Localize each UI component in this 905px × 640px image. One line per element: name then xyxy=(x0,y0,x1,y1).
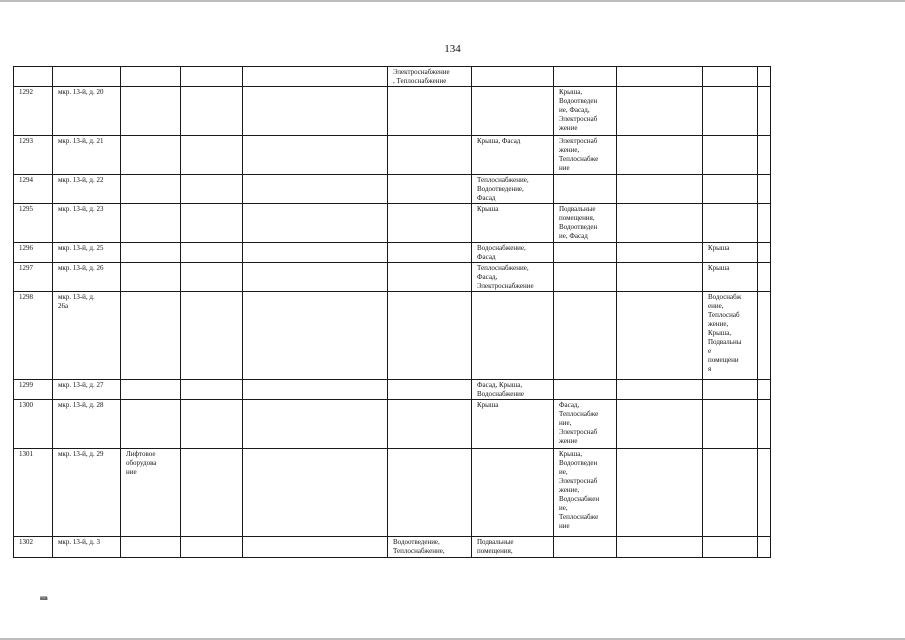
address-cell: мкр. 13-й, д. 29 xyxy=(53,449,121,537)
row-number-cell: 1299 xyxy=(14,380,53,400)
table-cell: Крыша xyxy=(472,400,554,449)
table-cell xyxy=(181,87,243,136)
table-row xyxy=(14,263,771,292)
table-cell: Крыша xyxy=(703,243,758,263)
table-cell xyxy=(181,175,243,204)
table-cell xyxy=(388,449,472,537)
row-number-cell: 1296 xyxy=(14,243,53,263)
table-cell xyxy=(554,175,617,204)
table-cell xyxy=(243,243,388,263)
table-cell xyxy=(703,380,758,400)
table-cell xyxy=(121,204,181,243)
table-row xyxy=(14,449,771,537)
address-cell: мкр. 13-й, д. 28 xyxy=(53,400,121,449)
table-cell xyxy=(181,204,243,243)
table-cell xyxy=(617,204,703,243)
table-cell xyxy=(617,67,703,87)
table-cell xyxy=(758,400,771,449)
table-cell: Крыша, Водоотведен ие, Фасад, Электроснаб жение xyxy=(554,87,617,136)
table-cell xyxy=(388,380,472,400)
row-number-cell: 1294 xyxy=(14,175,53,204)
footer-mark: нв xyxy=(40,594,48,602)
table-cell xyxy=(617,380,703,400)
table-cell xyxy=(472,449,554,537)
address-cell: мкр. 13-й, д. 20 xyxy=(53,87,121,136)
table-cell xyxy=(388,136,472,175)
address-cell: мкр. 13-й, д. 26 xyxy=(53,263,121,292)
table-cell xyxy=(243,136,388,175)
table-cell xyxy=(121,292,181,380)
table-cell xyxy=(703,67,758,87)
table-cell: Крыша xyxy=(472,204,554,243)
table-cell xyxy=(388,400,472,449)
table-cell xyxy=(181,400,243,449)
table-cell xyxy=(388,87,472,136)
table-row xyxy=(14,400,771,449)
table-cell xyxy=(121,243,181,263)
table-cell xyxy=(758,537,771,558)
table-cell: Электроснаб жение, Теплоснабже ние xyxy=(554,136,617,175)
table-cell xyxy=(617,400,703,449)
table-cell xyxy=(617,136,703,175)
table-cell xyxy=(703,136,758,175)
table-cell: Водоснабжение, Фасад xyxy=(472,243,554,263)
table-cell xyxy=(758,449,771,537)
table-cell: Лифтовое оборудова ние xyxy=(121,449,181,537)
row-number-cell: 1302 xyxy=(14,537,53,558)
table-cell: Крыша, Фасад xyxy=(472,136,554,175)
table-cell xyxy=(121,136,181,175)
row-number-cell xyxy=(14,67,53,87)
table-cell xyxy=(617,243,703,263)
table-cell xyxy=(617,263,703,292)
table-cell: Водоснабж ение, Теплоснаб жение, Крыша, Подвальны е помещени я xyxy=(703,292,758,380)
table-cell xyxy=(554,263,617,292)
register-table xyxy=(13,66,771,558)
table-cell xyxy=(243,87,388,136)
table-cell xyxy=(554,380,617,400)
table-cell xyxy=(181,67,243,87)
table-cell xyxy=(121,537,181,558)
table-row xyxy=(14,67,771,87)
table-cell: Крыша xyxy=(703,263,758,292)
table-cell xyxy=(554,537,617,558)
table-cell xyxy=(472,292,554,380)
row-number-cell: 1297 xyxy=(14,263,53,292)
row-number-cell: 1300 xyxy=(14,400,53,449)
table-cell xyxy=(388,292,472,380)
scan-top-edge xyxy=(0,0,905,2)
table-cell xyxy=(703,87,758,136)
table-cell xyxy=(617,87,703,136)
table-cell xyxy=(121,263,181,292)
table-cell xyxy=(181,263,243,292)
row-number-cell: 1298 xyxy=(14,292,53,380)
address-cell xyxy=(53,67,121,87)
table-cell xyxy=(243,204,388,243)
table-cell xyxy=(758,263,771,292)
address-cell: мкр. 13-й, д. 25 xyxy=(53,243,121,263)
table-cell xyxy=(617,175,703,204)
table-cell: Подвальные помещения, xyxy=(472,537,554,558)
address-cell: мкр. 13-й, д. 26а xyxy=(53,292,121,380)
table-cell xyxy=(388,263,472,292)
table-cell: Теплоснабжение, Фасад, Электроснабжение xyxy=(472,263,554,292)
table-cell xyxy=(758,175,771,204)
address-cell: мкр. 13-й, д. 23 xyxy=(53,204,121,243)
table-cell xyxy=(703,175,758,204)
row-number-cell: 1292 xyxy=(14,87,53,136)
table-cell xyxy=(703,204,758,243)
table-cell xyxy=(181,136,243,175)
address-cell: мкр. 13-й, д. 27 xyxy=(53,380,121,400)
table-cell xyxy=(472,87,554,136)
table-cell xyxy=(703,400,758,449)
table-cell xyxy=(617,449,703,537)
table-body xyxy=(14,67,771,558)
table-cell xyxy=(758,87,771,136)
table-row xyxy=(14,136,771,175)
table-cell xyxy=(243,263,388,292)
table-cell xyxy=(181,449,243,537)
table-row xyxy=(14,292,771,380)
table-cell xyxy=(243,67,388,87)
page-number: 134 xyxy=(444,43,461,55)
table-cell xyxy=(758,380,771,400)
table-cell: Подвальные помещения, Водоотведен ие, Фасад xyxy=(554,204,617,243)
table-cell xyxy=(243,292,388,380)
table-cell: Фасад, Теплоснабже ние, Электроснаб жение xyxy=(554,400,617,449)
table-cell: Теплоснабжение, Водоотведение, Фасад xyxy=(472,175,554,204)
table-cell xyxy=(243,449,388,537)
table-cell xyxy=(121,380,181,400)
table-cell xyxy=(243,175,388,204)
table-cell xyxy=(703,449,758,537)
table-cell xyxy=(758,243,771,263)
table-cell xyxy=(554,67,617,87)
table-cell xyxy=(388,175,472,204)
address-cell: мкр. 13-й, д. 22 xyxy=(53,175,121,204)
table-cell xyxy=(121,400,181,449)
table-cell: Водоотведение, Теплоснабжение, xyxy=(388,537,472,558)
table-cell: Крыша, Водоотведен ие, Электроснаб жение, Водоснабжен ие, Теплоснабже ние xyxy=(554,449,617,537)
table-cell xyxy=(758,292,771,380)
table-row xyxy=(14,175,771,204)
table-cell xyxy=(617,292,703,380)
row-number-cell: 1295 xyxy=(14,204,53,243)
table-cell xyxy=(121,67,181,87)
table-cell xyxy=(472,67,554,87)
table-cell xyxy=(243,537,388,558)
table-cell xyxy=(181,380,243,400)
table-row xyxy=(14,380,771,400)
table-row xyxy=(14,243,771,263)
table-cell xyxy=(703,537,758,558)
table-row xyxy=(14,204,771,243)
table-cell xyxy=(243,400,388,449)
table-cell xyxy=(243,380,388,400)
table-cell xyxy=(181,243,243,263)
table-row xyxy=(14,537,771,558)
address-cell: мкр. 13-й, д. 21 xyxy=(53,136,121,175)
table-row xyxy=(14,87,771,136)
table-cell xyxy=(554,243,617,263)
table-cell xyxy=(181,292,243,380)
table-cell: Электроснабжение , Теплоснабжение xyxy=(388,67,472,87)
row-number-cell: 1301 xyxy=(14,449,53,537)
table-cell xyxy=(181,537,243,558)
address-cell: мкр. 13-й, д. 3 xyxy=(53,537,121,558)
table-cell xyxy=(758,136,771,175)
table-cell xyxy=(121,175,181,204)
table-cell: Фасад, Крыша, Водоснабжение xyxy=(472,380,554,400)
table-cell xyxy=(388,243,472,263)
table-cell xyxy=(758,204,771,243)
table-cell xyxy=(758,67,771,87)
table-cell xyxy=(554,292,617,380)
table-cell xyxy=(121,87,181,136)
table-cell xyxy=(388,204,472,243)
row-number-cell: 1293 xyxy=(14,136,53,175)
table-cell xyxy=(617,537,703,558)
